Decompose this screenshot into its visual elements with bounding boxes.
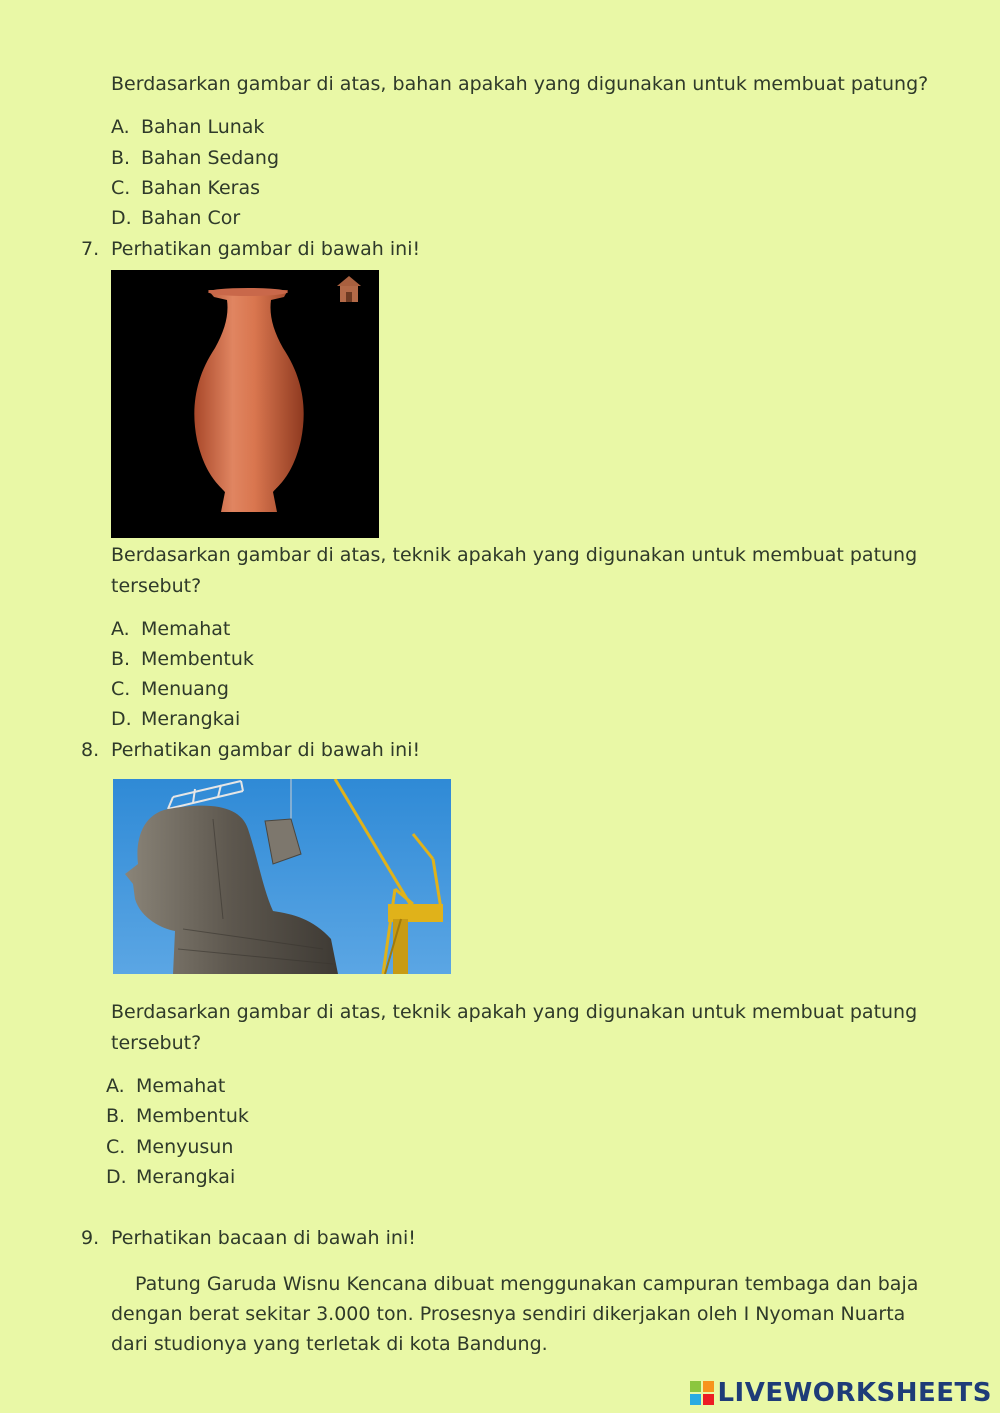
option-letter: D. — [106, 1166, 127, 1188]
option-text: Menyusun — [136, 1136, 234, 1158]
option-letter: A. — [111, 618, 130, 640]
q8-option-d[interactable] — [106, 1165, 235, 1189]
statue-illustration — [113, 779, 451, 974]
q7-question-line2: tersebut? — [111, 575, 202, 597]
q8-question-line2: tersebut? — [111, 1032, 202, 1054]
q8-option-c[interactable] — [106, 1135, 233, 1159]
question-prompt: Perhatikan gambar di bawah ini! — [111, 739, 421, 761]
question-prompt: Perhatikan bacaan di bawah ini! — [111, 1227, 416, 1249]
option-text: Membentuk — [136, 1105, 249, 1127]
option-text: Bahan Sedang — [141, 147, 280, 169]
liveworksheets-logo-icon — [690, 1381, 714, 1405]
option-letter: B. — [111, 147, 131, 169]
option-letter: C. — [111, 678, 131, 700]
option-text: Bahan Cor — [141, 207, 241, 229]
logo-text: LIVEWORKSHEETS — [717, 1378, 992, 1408]
option-letter: D. — [111, 207, 132, 229]
q8-option-b[interactable] — [106, 1104, 249, 1128]
option-text: Memahat — [136, 1075, 226, 1097]
option-letter: C. — [106, 1136, 126, 1158]
vase-photo — [111, 270, 379, 538]
liveworksheets-logo — [690, 1379, 992, 1407]
option-text: Bahan Lunak — [141, 116, 265, 138]
q6-question: Berdasarkan gambar di atas, bahan apakah yang digunakan untuk membuat patung? — [111, 73, 929, 95]
q6-option-b[interactable] — [111, 146, 279, 170]
q7-question-line1: Berdasarkan gambar di atas, teknik apakah yang digunakan untuk membuat patung — [111, 544, 918, 566]
option-letter: A. — [106, 1075, 125, 1097]
q8-question-line1: Berdasarkan gambar di atas, teknik apakah yang digunakan untuk membuat patung — [111, 1001, 918, 1023]
option-letter: D. — [111, 708, 132, 730]
q6-option-d[interactable] — [111, 206, 240, 230]
q7-option-d[interactable] — [111, 707, 240, 731]
question-number: 7. — [81, 238, 100, 260]
option-letter: B. — [111, 648, 131, 670]
q8-option-a[interactable] — [106, 1074, 225, 1098]
q6-option-a[interactable] — [111, 115, 264, 139]
question-prompt: Perhatikan gambar di bawah ini! — [111, 238, 421, 260]
q9-passage-line1: Patung Garuda Wisnu Kencana dibuat menggunakan campuran tembaga dan baja — [135, 1273, 919, 1295]
option-text: Membentuk — [141, 648, 254, 670]
q9-passage-line2: dengan berat sekitar 3.000 ton. Prosesnya sendiri dikerjakan oleh I Nyoman Nuarta — [111, 1303, 906, 1325]
question-number: 9. — [81, 1227, 100, 1249]
q6-option-c[interactable] — [111, 176, 260, 200]
q7-option-b[interactable] — [111, 647, 254, 671]
option-letter: C. — [111, 177, 131, 199]
option-text: Merangkai — [141, 708, 241, 730]
q7-option-a[interactable] — [111, 617, 230, 641]
option-text: Menuang — [141, 678, 229, 700]
statue-construction-photo — [113, 779, 451, 974]
option-text: Memahat — [141, 618, 231, 640]
option-letter: B. — [106, 1105, 126, 1127]
q9-passage-line3: dari studionya yang terletak di kota Bandung. — [111, 1333, 548, 1355]
option-text: Merangkai — [136, 1166, 236, 1188]
q8-heading — [81, 738, 420, 762]
question-number: 8. — [81, 739, 100, 761]
q7-option-c[interactable] — [111, 677, 229, 701]
vase-illustration — [111, 270, 379, 538]
option-text: Bahan Keras — [141, 177, 261, 199]
q9-heading — [81, 1226, 416, 1250]
option-letter: A. — [111, 116, 130, 138]
q7-heading — [81, 237, 420, 261]
